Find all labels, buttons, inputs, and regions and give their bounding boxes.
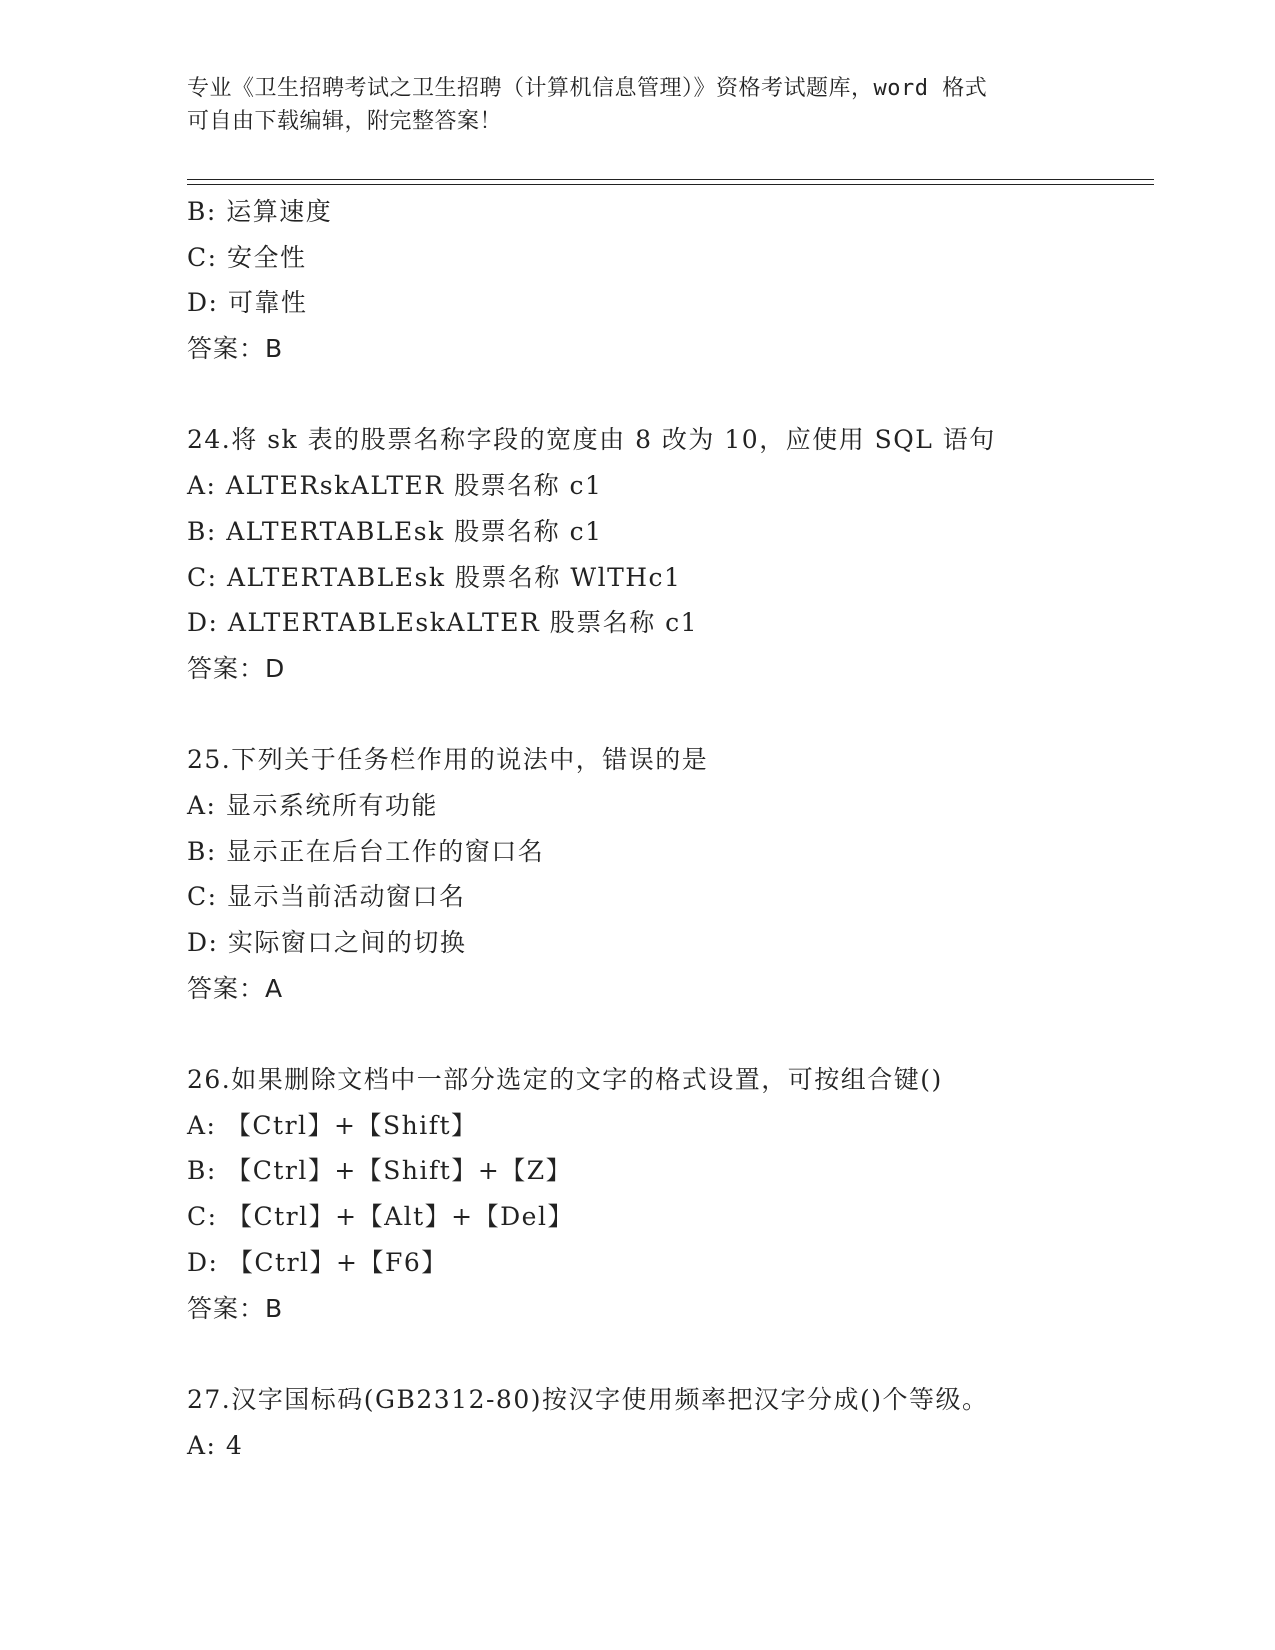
header-line-2: 可自由下载编辑，附完整答案！: [187, 109, 503, 134]
question-stem: 25.下列关于任务栏作用的说法中，错误的是: [187, 745, 709, 775]
option-d: D: 【Ctrl】+【F6】: [187, 1247, 448, 1277]
question-stem: 24.将 sk 表的股票名称字段的宽度由 8 改为 10，应使用 SQL 语句: [187, 425, 996, 455]
header-rule-bottom: [187, 184, 1154, 185]
option-a: A: 4: [187, 1430, 244, 1460]
question-block-27: [187, 1377, 1154, 1468]
answer: 答案：B: [187, 1293, 284, 1323]
option-d: D: 实际窗口之间的切换: [187, 928, 467, 957]
question-list: [187, 189, 1154, 1468]
question-stem: 27.汉字国标码(GB2312-80)按汉字使用频率把汉字分成()个等级。: [187, 1384, 989, 1414]
option-b: B: ALTERTABLEsk 股票名称 c1: [187, 516, 603, 546]
option-c: C: 显示当前活动窗口名: [187, 882, 466, 912]
option-b: B: 【Ctrl】+【Shift】+【Z】: [187, 1156, 573, 1186]
question-block-25: [187, 737, 1154, 1011]
question-block-26: [187, 1057, 1154, 1331]
option-a: A: 显示系统所有功能: [187, 790, 438, 820]
header-rule-top: [187, 179, 1154, 180]
question-block-23: [187, 189, 1154, 372]
question-stem: 26.如果删除文档中一部分选定的文字的格式设置，可按组合键(): [187, 1065, 943, 1095]
option-c: C: ALTERTABLEsk 股票名称 WlTHc1: [187, 562, 682, 592]
option-c: C: 安全性: [187, 242, 307, 272]
document-header: [187, 72, 1087, 138]
question-block-24: [187, 417, 1154, 691]
answer: 答案：B: [187, 334, 284, 364]
answer: 答案：A: [187, 973, 284, 1003]
header-line-1: 专业《卫生招聘考试之卫生招聘（计算机信息管理）》资格考试题库，word 格式: [187, 76, 988, 101]
answer: 答案：D: [187, 653, 286, 683]
option-a: A: 【Ctrl】+【Shift】: [187, 1110, 478, 1140]
option-d: D: 可靠性: [187, 288, 308, 318]
option-c: C: 【Ctrl】+【Alt】+【Del】: [187, 1202, 574, 1232]
option-b: B: 显示正在后台工作的窗口名: [187, 836, 545, 866]
option-d: D: ALTERTABLEskALTER 股票名称 c1: [187, 608, 699, 638]
option-a: A: ALTERskALTER 股票名称 c1: [187, 471, 603, 501]
option-b: B: 运算速度: [187, 197, 333, 226]
